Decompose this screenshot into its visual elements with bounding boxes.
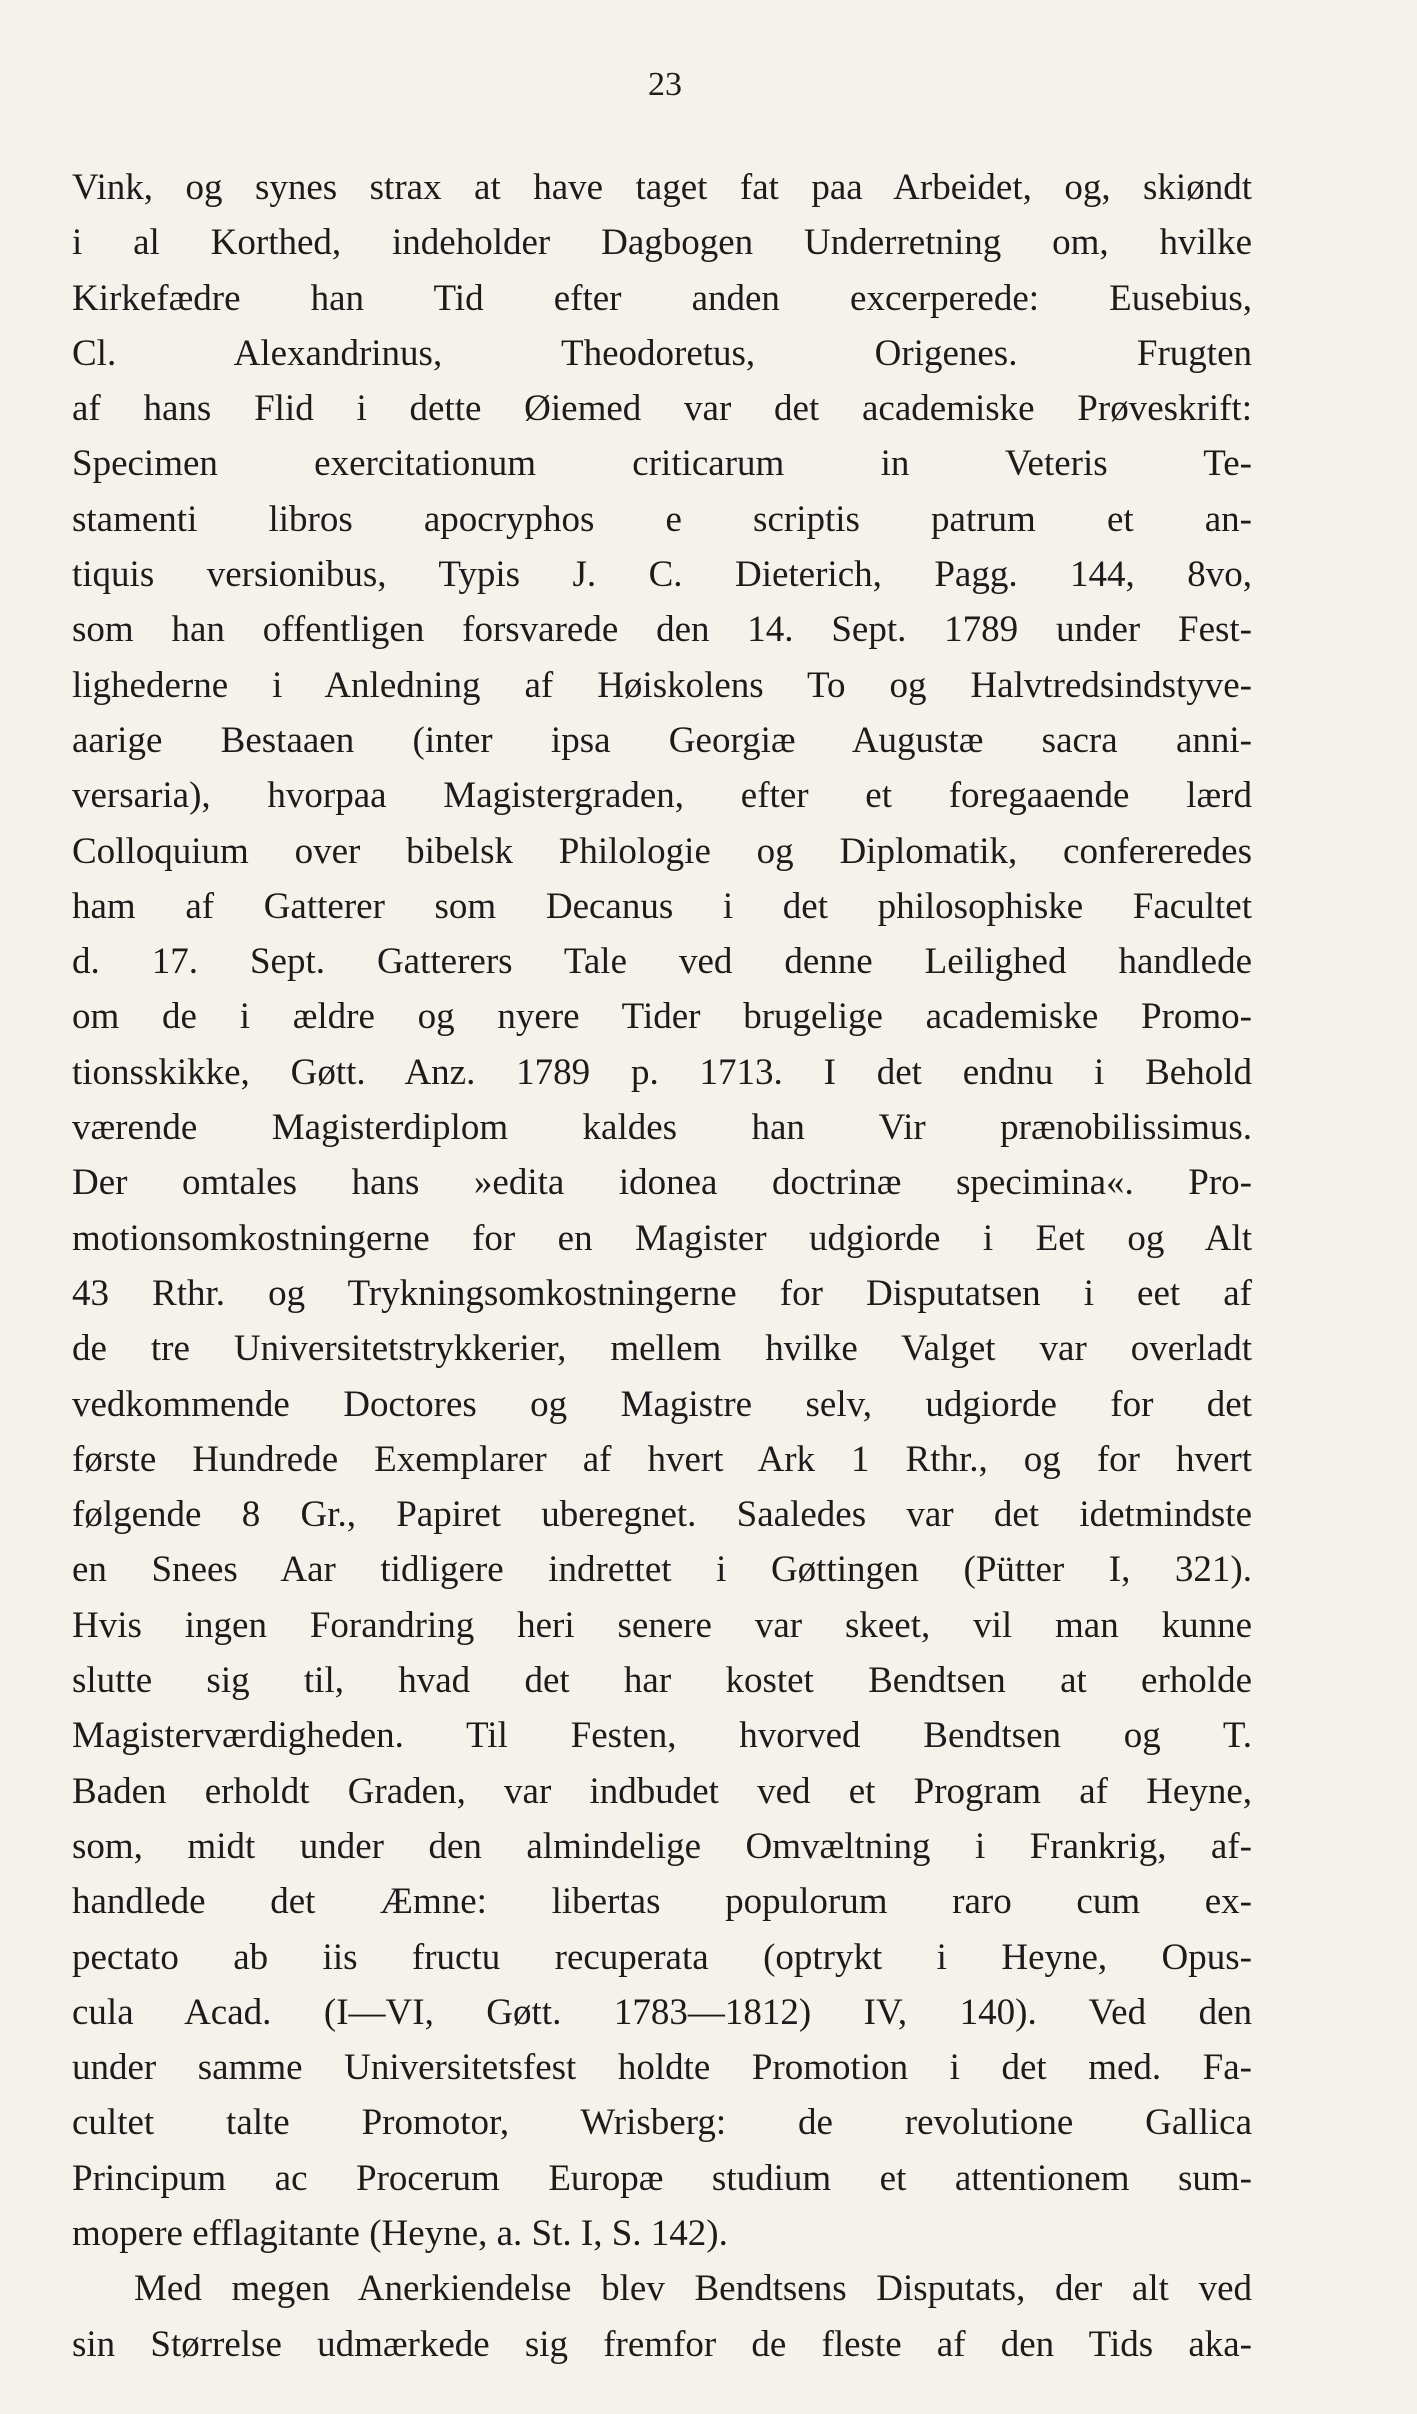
text-line: ham af Gatterer som Decanus i det philosophiske Facultet (72, 885, 1252, 927)
text-line: Colloquium over bibelsk Philologie og Diplomatik, confereredes (72, 830, 1252, 872)
body-text (72, 160, 1252, 2372)
text-line: Magisterværdigheden. Til Festen, hvorved Bendtsen og T. (72, 1715, 1252, 1757)
text-line: første Hundrede Exemplarer af hvert Ark 1 Rthr., og for hvert (72, 1438, 1252, 1480)
text-line: de tre Universitetstrykkerier, mellem hvilke Valget var overladt (72, 1328, 1252, 1370)
text-line: følgende 8 Gr., Papiret uberegnet. Saaledes var det idetmindste (72, 1494, 1252, 1536)
text-line: mopere efflagitante (Heyne, a. St. I, S. 142). (72, 2212, 728, 2254)
text-line: cula Acad. (I—VI, Gøtt. 1783—1812) IV, 140). Ved den (72, 1991, 1252, 2033)
text-line: Baden erholdt Graden, var indbudet ved et Program af Heyne, (72, 1770, 1252, 1812)
text-line: under samme Universitetsfest holdte Promotion i det med. Fa- (72, 2047, 1252, 2089)
text-line: Specimen exercitationum criticarum in Veteris Te- (72, 443, 1252, 485)
text-line: d. 17. Sept. Gatterers Tale ved denne Leilighed handlede (72, 941, 1252, 983)
text-line: cultet talte Promotor, Wrisberg: de revolutione Gallica (72, 2102, 1252, 2144)
text-line: Kirkefædre han Tid efter anden excerperede: Eusebius, (72, 277, 1252, 319)
text-line: lighederne i Anledning af Høiskolens To og Halvtredsindstyve- (72, 664, 1252, 706)
text-line: handlede det Æmne: libertas populorum raro cum ex- (72, 1881, 1252, 1923)
text-line: Principum ac Procerum Europæ studium et attentionem sum- (72, 2157, 1252, 2199)
text-line: motionsomkostningerne for en Magister udgiorde i Eet og Alt (72, 1217, 1252, 1259)
text-line: som, midt under den almindelige Omvæltning i Frankrig, af- (72, 1825, 1252, 1867)
text-line: som han offentligen forsvarede den 14. Sept. 1789 under Fest- (72, 609, 1252, 651)
text-line: om de i ældre og nyere Tider brugelige academiske Promo- (72, 996, 1252, 1038)
text-line: Der omtales hans »edita idonea doctrinæ specimina«. Pro- (72, 1162, 1252, 1204)
text-line: en Snees Aar tidligere indrettet i Gøttingen (Pütter I, 321). (72, 1549, 1252, 1591)
text-line: Vink, og synes strax at have taget fat paa Arbeidet, og, skiøndt (72, 167, 1252, 208)
text-line: aarige Bestaaen (inter ipsa Georgiæ Augustæ sacra anni- (72, 719, 1252, 761)
text-line: 43 Rthr. og Trykningsomkostningerne for Disputatsen i eet af (72, 1272, 1252, 1314)
text-line: tionsskikke, Gøtt. Anz. 1789 p. 1713. I det endnu i Behold (72, 1051, 1252, 1093)
text-line: Med megen Anerkiendelse blev Bendtsens Disputats, der alt ved (134, 2268, 1252, 2310)
text-line: Cl. Alexandrinus, Theodoretus, Origenes. Frugten (72, 332, 1252, 374)
text-line: pectato ab iis fructu recuperata (optrykt i Heyne, Opus- (72, 1936, 1252, 1978)
text-line: vedkommende Doctores og Magistre selv, udgiorde for det (72, 1383, 1252, 1425)
text-line: værende Magisterdiplom kaldes han Vir prænobilissimus. (72, 1107, 1252, 1149)
text-line: sin Størrelse udmærkede sig fremfor de fleste af den Tids aka- (72, 2323, 1252, 2365)
text-line: tiquis versionibus, Typis J. C. Dieterich, Pagg. 144, 8vo, (72, 554, 1252, 596)
text-line: af hans Flid i dette Øiemed var det academiske Prøveskrift: (72, 388, 1252, 430)
text-line: stamenti libros apocryphos e scriptis patrum et an- (72, 498, 1252, 540)
text-line: versaria), hvorpaa Magistergraden, efter et foregaaende lærd (72, 775, 1252, 817)
text-line: slutte sig til, hvad det har kostet Bendtsen at erholde (72, 1660, 1252, 1702)
text-line: i al Korthed, indeholder Dagbogen Underretning om, hvilke (72, 222, 1252, 264)
text-line: Hvis ingen Forandring heri senere var skeet, vil man kunne (72, 1604, 1252, 1646)
page-number: 23 (648, 66, 682, 103)
